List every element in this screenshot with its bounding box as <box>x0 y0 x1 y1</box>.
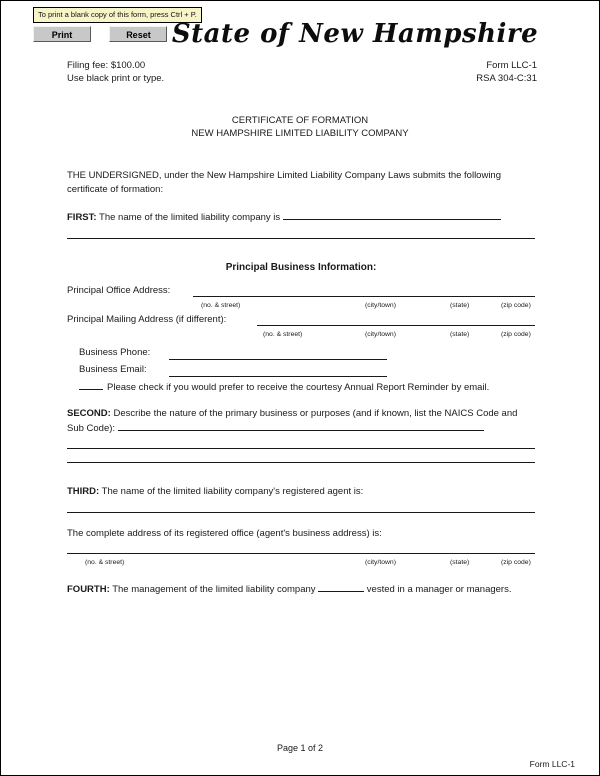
registered-office-text: The complete address of its registered office (agent's business address) is: <box>67 527 382 539</box>
third-text: The name of the limited liability company's registered agent is: <box>101 486 364 497</box>
business-email-field[interactable] <box>169 376 387 377</box>
form-reference-block <box>476 59 537 85</box>
principal-office-subcaptions <box>67 299 535 311</box>
sub-state-label-3: (state) <box>450 559 470 566</box>
filing-fee: Filing fee: $100.00 <box>67 60 146 71</box>
email-reminder-checkbox[interactable] <box>79 380 103 390</box>
print-hint-tooltip: To print a blank copy of this form, press Ctrl + P. <box>33 7 202 23</box>
sub-city-label-2: (city/town) <box>365 331 396 338</box>
intro-paragraph: THE UNDERSIGNED, under the New Hampshire Limited Liability Company Laws submits the following certificate of formation: <box>67 170 501 195</box>
filing-fee-block <box>67 59 164 85</box>
sub-zip-label-3: (zip code) <box>501 559 531 566</box>
first-text: The name of the limited liability company is <box>99 212 281 223</box>
business-email-row <box>67 363 535 380</box>
second-label: SECOND: <box>67 408 111 419</box>
fourth-text-before: The management of the limited liability company <box>112 584 316 595</box>
business-phone-label: Business Phone: <box>79 347 151 358</box>
first-label: FIRST: <box>67 212 97 223</box>
principal-mailing-subcaptions <box>67 328 535 340</box>
third-clause <box>67 485 535 499</box>
sub-state-label-2: (state) <box>450 331 470 338</box>
sub-street-label-1: (no. & street) <box>201 302 241 309</box>
form-number: Form LLC-1 <box>486 60 537 71</box>
sub-city-label-1: (city/town) <box>365 302 396 309</box>
print-button[interactable]: Print <box>33 26 91 42</box>
fourth-text-after: vested in a manager or managers. <box>366 584 512 595</box>
business-purpose-field-line1[interactable] <box>118 421 484 431</box>
sub-zip-label-1: (zip code) <box>501 302 531 309</box>
state-masthead-title: State of New Hampshire <box>171 19 539 49</box>
second-text: Describe the nature of the primary business or purposes (and if known, list the NAICS Code and Sub Code): <box>67 408 518 434</box>
email-reminder-label: Please check if you would prefer to receive the courtesy Annual Report Reminder by email. <box>107 382 490 393</box>
principal-business-heading: Principal Business Information: <box>225 261 377 273</box>
management-type-field[interactable] <box>318 582 364 592</box>
sub-zip-label-2: (zip code) <box>501 331 531 338</box>
first-clause <box>67 210 535 225</box>
statute-reference: RSA 304-C:31 <box>476 73 537 84</box>
principal-mailing-address-row <box>67 313 535 328</box>
registered-office-clause <box>67 527 535 541</box>
email-reminder-row <box>67 380 535 397</box>
business-phone-row <box>67 346 535 363</box>
principal-office-address-label: Principal Office Address: <box>67 285 171 296</box>
form-body <box>67 169 535 597</box>
business-email-label: Business Email: <box>79 364 147 375</box>
print-instruction: Use black print or type. <box>67 73 165 84</box>
document-title <box>1 114 599 140</box>
footer-form-number: Form LLC-1 <box>529 759 575 769</box>
company-name-field-line1[interactable] <box>283 210 501 220</box>
reset-button[interactable]: Reset <box>109 26 167 42</box>
page-indicator: Page 1 of 2 <box>276 743 324 753</box>
principal-mailing-address-label: Principal Mailing Address (if different): <box>67 314 227 325</box>
principal-mailing-address-field[interactable] <box>257 325 535 326</box>
third-label: THIRD: <box>67 486 100 497</box>
sub-street-label-3: (no. & street) <box>85 559 125 566</box>
document-title-line2: NEW HAMPSHIRE LIMITED LIABILITY COMPANY <box>191 128 409 139</box>
sub-street-label-2: (no. & street) <box>263 331 303 338</box>
business-purpose-field-line2[interactable] <box>67 448 535 449</box>
fourth-label: FOURTH: <box>67 584 110 595</box>
document-title-line1: CERTIFICATE OF FORMATION <box>231 115 369 126</box>
principal-office-address-field[interactable] <box>193 296 535 297</box>
principal-office-address-row <box>67 284 535 299</box>
sub-state-label-1: (state) <box>450 302 470 309</box>
fourth-clause <box>67 582 535 597</box>
sub-city-label-3: (city/town) <box>365 559 396 566</box>
registered-office-subcaptions <box>67 556 535 568</box>
business-phone-field[interactable] <box>169 359 387 360</box>
second-clause <box>67 407 535 435</box>
registered-office-address-field[interactable] <box>67 553 535 554</box>
